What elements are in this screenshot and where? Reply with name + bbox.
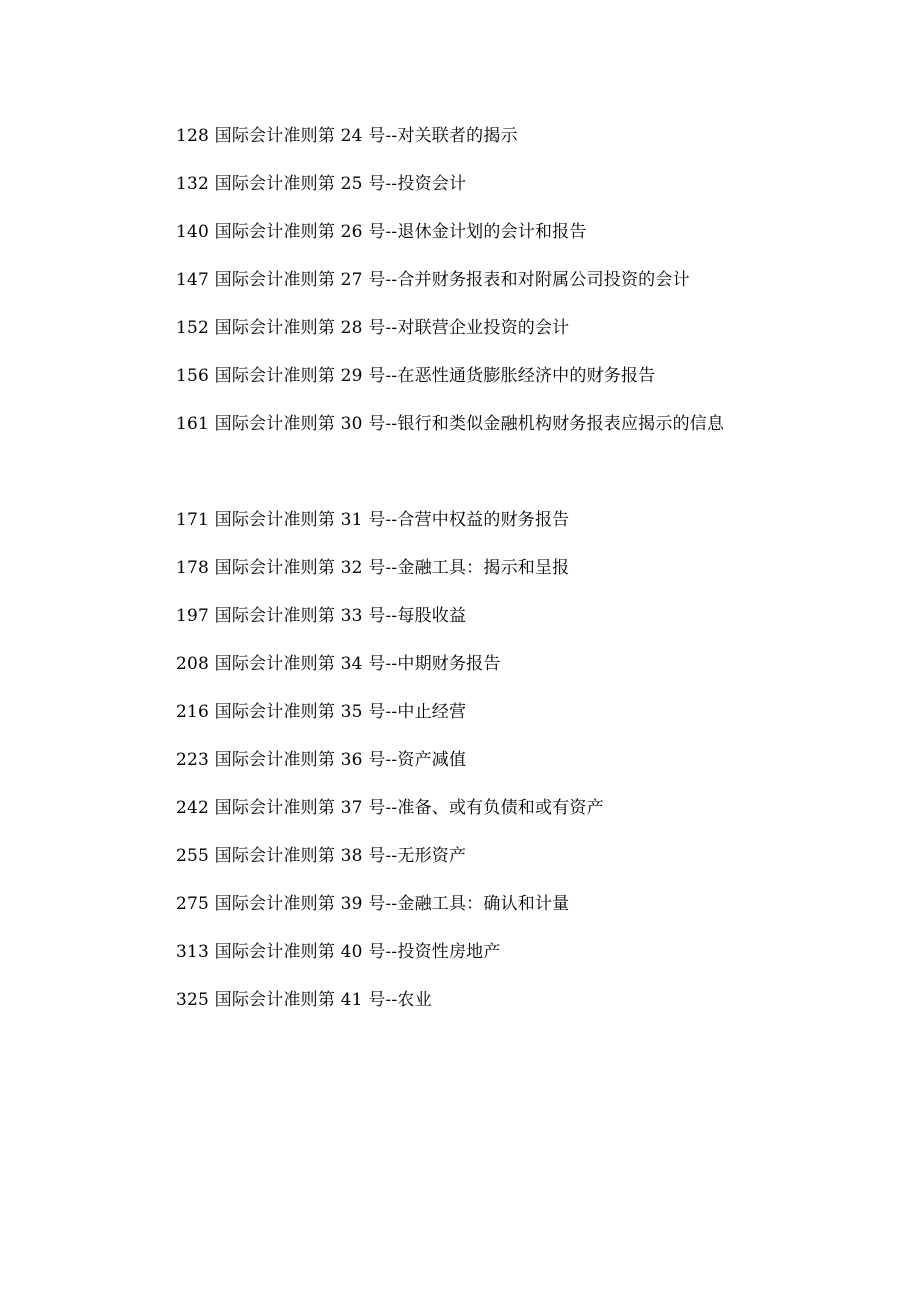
toc-entry-ias-41: [176, 986, 876, 1034]
toc-entry-text: 128 国际会计准则第 24 号--对关联者的揭示: [176, 126, 518, 146]
toc-entry-text: 208 国际会计准则第 34 号--中期财务报告: [176, 654, 501, 674]
toc-entry-text: 178 国际会计准则第 32 号--金融工具：揭示和呈报: [176, 558, 570, 578]
toc-entry-ias-40: [176, 938, 876, 986]
table-of-contents: [176, 122, 876, 1034]
toc-entry-text: 242 国际会计准则第 37 号--准备、或有负债和或有资产: [176, 798, 604, 818]
toc-entry-text: 152 国际会计准则第 28 号--对联营企业投资的会计: [176, 318, 570, 338]
toc-entry-text: 156 国际会计准则第 29 号--在恶性通货膨胀经济中的财务报告: [176, 366, 656, 386]
toc-entry-text: 147 国际会计准则第 27 号--合并财务报表和对附属公司投资的会计: [176, 270, 690, 290]
toc-entry-ias-26: [176, 218, 876, 266]
toc-entry-text: 313 国际会计准则第 40 号--投资性房地产: [176, 942, 501, 962]
toc-entry-ias-25: [176, 170, 876, 218]
toc-entry-ias-36: [176, 746, 876, 794]
toc-group-1: [176, 122, 876, 458]
toc-entry-ias-33: [176, 602, 876, 650]
toc-entry-ias-28: [176, 314, 876, 362]
toc-entry-text: 197 国际会计准则第 33 号--每股收益: [176, 606, 467, 626]
toc-entry-ias-35: [176, 698, 876, 746]
toc-entry-text: 325 国际会计准则第 41 号--农业: [176, 990, 432, 1010]
toc-entry-text: 132 国际会计准则第 25 号--投资会计: [176, 174, 467, 194]
toc-entry-text: 275 国际会计准则第 39 号--金融工具：确认和计量: [176, 894, 570, 914]
toc-entry-ias-27: [176, 266, 876, 314]
toc-entry-text: 171 国际会计准则第 31 号--合营中权益的财务报告: [176, 510, 570, 530]
toc-entry-ias-34: [176, 650, 876, 698]
toc-entry-ias-29: [176, 362, 876, 410]
toc-entry-text: 161 国际会计准则第 30 号--银行和类似金融机构财务报表应揭示的信息: [176, 414, 725, 434]
toc-entry-text: 216 国际会计准则第 35 号--中止经营: [176, 702, 467, 722]
toc-entry-ias-39: [176, 890, 876, 938]
toc-entry-text: 223 国际会计准则第 36 号--资产减值: [176, 750, 467, 770]
toc-entry-ias-30: [176, 410, 876, 458]
toc-entry-ias-24: [176, 122, 876, 170]
toc-entry-text: 140 国际会计准则第 26 号--退休金计划的会计和报告: [176, 222, 587, 242]
toc-entry-ias-31: [176, 506, 876, 554]
toc-group-2: [176, 506, 876, 1034]
toc-entry-ias-37: [176, 794, 876, 842]
toc-entry-text: 255 国际会计准则第 38 号--无形资产: [176, 846, 467, 866]
toc-entry-ias-38: [176, 842, 876, 890]
toc-entry-ias-32: [176, 554, 876, 602]
